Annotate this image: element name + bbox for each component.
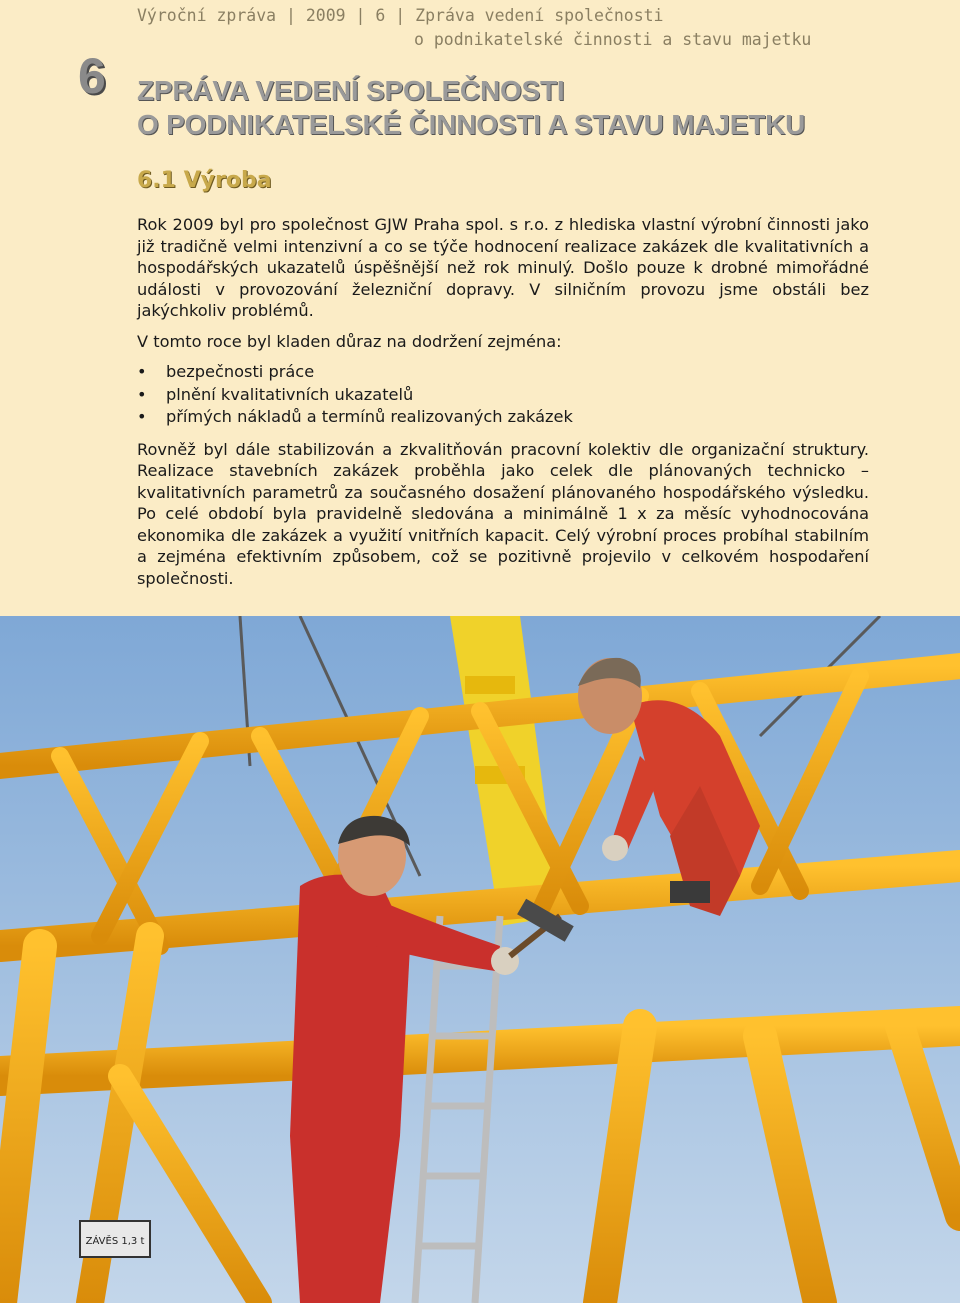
construction-photo — [0, 616, 960, 1303]
chapter-number: 6 — [78, 48, 106, 104]
paragraph-1: Rok 2009 byl pro společnost GJW Praha spol. s r.o. z hlediska vlastní výrobní činnosti jako již tradičně velmi intenzivní a co se týče hodnocení realizace zakázek dle kvalitativních a hospodářských ukazatelů úspěšnější než rok minulý. Došlo pouze k drobné mimořádné události v provozování železniční dopravy. V silničním provozu jsme obstáli bez jakýchkoliv problémů. — [137, 215, 869, 320]
paragraph-2: V tomto roce byl kladen důraz na dodržení zejména: — [137, 331, 562, 351]
section-title: 6.1 Výroba — [137, 168, 272, 193]
load-sign-text: ZÁVĚS 1,3 t — [85, 1236, 145, 1247]
paragraph-3: Rovněž byl dále stabilizován a zkvalitňován pracovní kolektiv dle organizační struktury. Realizace stavebních zakázek proběhla jako celek dle plánovaných technicko – kvalitativních parametrů za současného dosažení plánovaného hospodářského výsledku. Po celé období byla pravidelně sledována a minimálně 1 x za měsíc vyhodnocována ekonomika dle zakázek a využití vnitřních kapacit. Celý výrobní proces probíhal stabilním a zejména efektivním způsobem, což se pozitivně projevilo v celkovém hospodaření společnosti. — [137, 439, 869, 588]
running-header-line1: Výroční zpráva | 2009 | 6 | Zpráva vedení společnosti — [137, 6, 664, 25]
bullet-item: • přímých nákladů a termínů realizovaných zakázek — [137, 406, 869, 429]
running-header-line2: o podnikatelské činnosti a stavu majetku — [414, 30, 812, 49]
load-sign — [80, 1221, 150, 1257]
chapter-title-line1: ZPRÁVA VEDENÍ SPOLEČNOSTI — [137, 75, 565, 106]
running-header — [137, 4, 837, 52]
bullet-item: • bezpečnosti práce — [137, 361, 869, 384]
chapter-title — [137, 74, 897, 142]
bullet-list — [137, 361, 869, 429]
bullet-item: • plnění kvalitativních ukazatelů — [137, 384, 869, 407]
chapter-title-line2: O PODNIKATELSKÉ ČINNOSTI A STAVU MAJETKU — [137, 109, 806, 140]
photo-illustration — [0, 616, 960, 1303]
body-text — [137, 214, 869, 598]
